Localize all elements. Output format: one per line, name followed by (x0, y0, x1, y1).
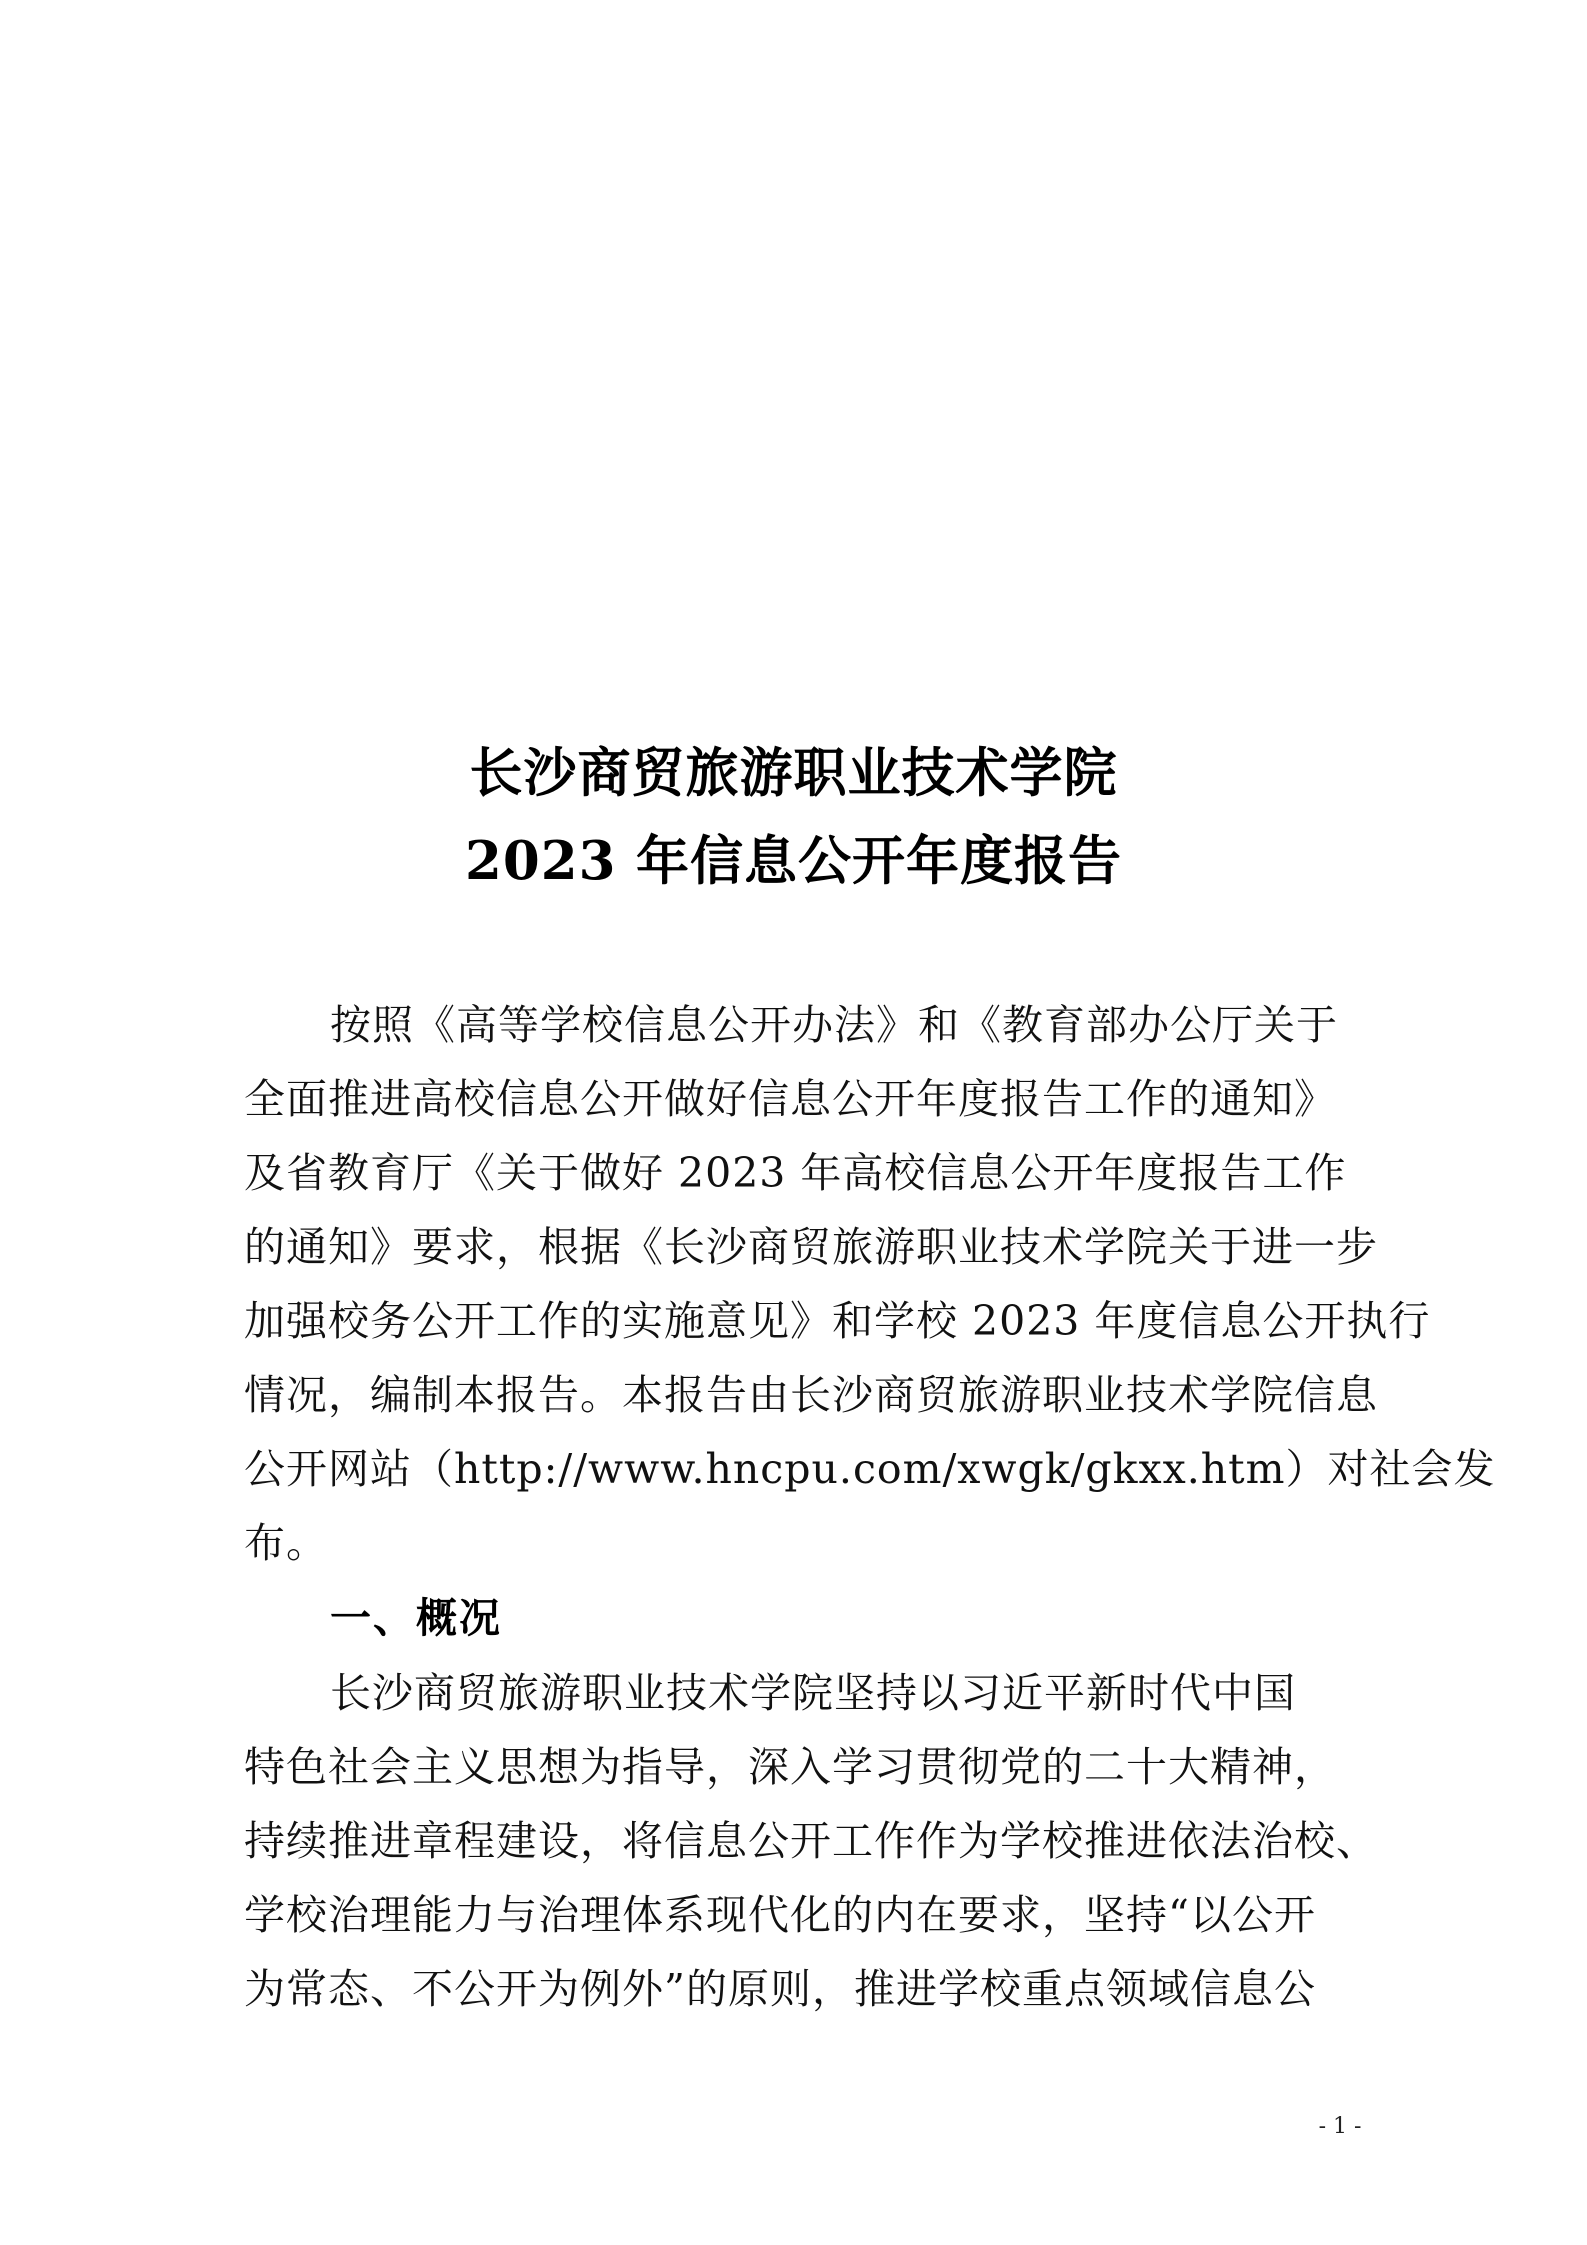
intro-paragraph-line: 公开网站（http://www.hncpu.com/xwgk/gkxx.htm）对社会发 (244, 1445, 1496, 1493)
overview-paragraph-line: 学校治理能力与治理体系现代化的内在要求，坚持“以公开 (244, 1891, 1316, 1939)
report-title-line-2: 2023 年信息公开年度报告 (465, 830, 1122, 892)
intro-paragraph-line: 的通知》要求，根据《长沙商贸旅游职业技术学院关于进一步 (244, 1223, 1378, 1271)
section-heading-overview: 一、概况 (330, 1594, 502, 1642)
page-number: - 1 - (1318, 2114, 1362, 2139)
intro-paragraph-line: 按照《高等学校信息公开办法》和《教育部办公厅关于 (330, 1001, 1338, 1049)
intro-paragraph-line: 加强校务公开工作的实施意见》和学校 2023 年度信息公开执行 (244, 1297, 1431, 1345)
intro-paragraph-line: 布。 (244, 1519, 328, 1567)
overview-paragraph-line: 为常态、不公开为例外”的原则，推进学校重点领域信息公 (244, 1965, 1316, 2013)
overview-paragraph-line: 特色社会主义思想为指导，深入学习贯彻党的二十大精神， (244, 1743, 1336, 1791)
report-title-line-1: 长沙商贸旅游职业技术学院 (469, 742, 1118, 804)
intro-paragraph-line: 情况，编制本报告。本报告由长沙商贸旅游职业技术学院信息 (244, 1371, 1378, 1419)
intro-paragraph-line: 及省教育厅《关于做好 2023 年高校信息公开年度报告工作 (244, 1149, 1347, 1197)
overview-paragraph-line: 长沙商贸旅游职业技术学院坚持以习近平新时代中国 (330, 1669, 1296, 1717)
intro-paragraph-line: 全面推进高校信息公开做好信息公开年度报告工作的通知》 (244, 1075, 1336, 1123)
overview-paragraph-line: 持续推进章程建设，将信息公开工作作为学校推进依法治校、 (244, 1817, 1378, 1865)
